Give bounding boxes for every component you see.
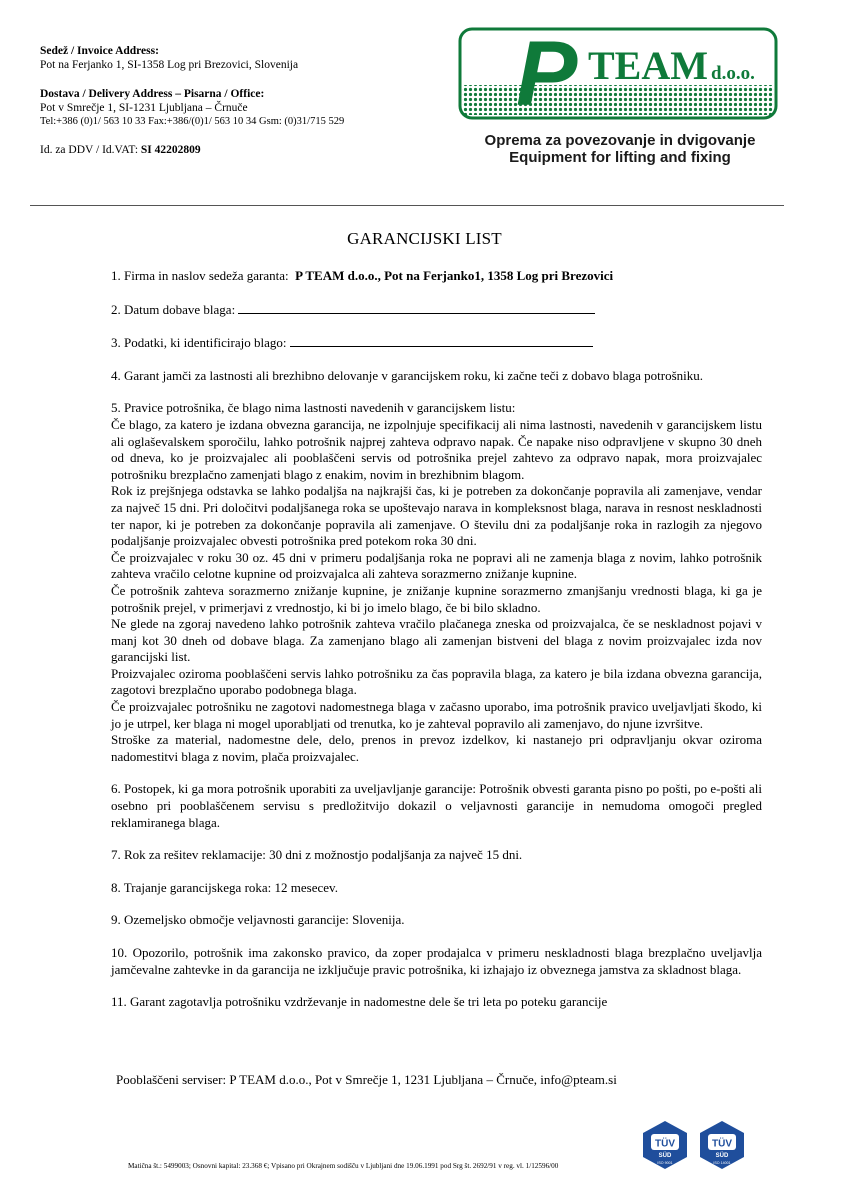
delivery-address: Pot v Smrečje 1, SI-1231 Ljubljana – Črnuče [40,102,248,114]
item-5-paragraph: Ne glede na zgoraj navedeno lahko potrošnik zahteva vračilo plačanega zneska od proizvajalca, če se neskladnost pojavi v manj kot 30 dneh od dobave blaga. Za zamenjano blago ali zamenjan bistveni del blaga z novim proizvajalec izda nov garancijski list. [111,616,762,665]
item-2 [111,301,762,319]
tuv-badge-cert: ISO 9001 [657,1161,673,1165]
tuv-badge-icon [640,1120,690,1170]
item-5-paragraph: Stroške za material, nadomestne dele, delo, prenos in prevoz izdelkov, ki nastanejo pri odpravljanju okvar oziroma nadomestitvi blaga z novim, plača proizvajalec. [111,732,762,764]
vat-block [40,143,201,157]
item-5-paragraph: Če proizvajalec potrošniku ne zagotovi nadomestnega blaga v začasno uporabo, ima potrošnik pravico uveljavljati škodo, ki jo je utrpel, ker blaga ni mogel uporabljati od trenutka, ko je zahteval popravilo ali zamenjavo, do njune izvršitve. [111,699,762,731]
logo-team-name: TEAM [588,43,708,88]
item-10: 10. Opozorilo, potrošnik ima zakonsko pravico, da zoper prodajalca v primeru neskladnosti blaga brezplačno uveljavlja jamčevalne zahtevke in da garancija ne izključuje pravic potrošnika, ki izhajajo iz obveznega jamstva za skladnost blaga. [111,945,762,977]
item-6: 6. Postopek, ki ga mora potrošnik uporabiti za uveljavljanje garancije: Potrošnik obvesti garanta pisno po pošti, po e-pošti ali osebno pri pooblaščenem servisu s predložitvijo dokazil o veljavnosti garancije in nemudoma omogoči pregled reklamiranega blaga. [111,781,762,830]
item-5-paragraph: Proizvajalec oziroma pooblaščeni servis lahko potrošniku za čas popravila blaga, za katero je bila izdana obvezna garancija, zagotovi brezplačno uporabo podobnega blaga. [111,665,762,698]
delivery-address-block [40,87,344,129]
tuv-badge-sub: SÜD [715,1153,729,1159]
invoice-address-block [40,44,298,72]
item-7: 7. Rok za rešitev reklamacije: 30 dni z možnostjo podaljšanja za največ 15 dni. [111,847,523,863]
item-1-value: P TEAM d.o.o., Pot na Ferjanko1, 1358 Log pri Brezovici [295,268,614,283]
logo-p-letter: P [516,27,578,125]
delivery-date-line [238,301,595,314]
logo-suffix: d.o.o. [711,63,755,84]
item-4: 4. Garant jamči za lastnosti ali brezhibno delovanje v garancijskem roku, ki začne teči z dobavo blaga potrošniku. [111,367,704,383]
logo-dot-band [462,85,774,115]
phone-numbers: Tel:+386 (0)1/ 563 10 33 Fax:+386/(0)1/ 563 10 34 Gsm: (0)31/715 529 [40,116,345,127]
logo-tagline-si: Oprema za povezovanje in dvigovanje [484,132,756,149]
page-title: GARANCIJSKI LIST [347,229,502,248]
item-5-paragraph: Rok iz prejšnjega odstavka se lahko podaljša na najkrajši čas, ki je potreben za dokončanje popravila ali zamenjave, vendar za največ 15 dni. Pri določitvi podaljšanega roka se upoštevajo narava in kompleksnost blaga, narava in resnost neskladnosti ter napor, ki je potreben za dokončanje popravila ali zamenjave. O številu dni za podaljšanje roka in razlogih za njegovo podaljšanje proizvajalec obvesti potrošnika pred potekom roka 30 dni. [111,483,762,549]
company-registration-footer: Matična št.: 5499003; Osnovni kapital: 23.368 €; Vpisano pri Okrajnem sodišču v Ljubljani dne 19.06.1991 pod Srg št. 2692/91 v reg. vl. 1/12596/00 [128,1162,559,1170]
tuv-badge-text: TÜV [655,1138,675,1150]
item-5-heading: 5. Pravice potrošnika, če blago nima lastnosti navedenih v garancijskem listu: [111,400,516,416]
item-11: 11. Garant zagotavlja potrošniku vzdrževanje in nadomestne dele še tri leta po poteku garancije [111,994,608,1010]
item-1-label: 1. Firma in naslov sedeža garanta: [111,268,289,283]
item-3 [111,334,762,352]
warranty-content [111,268,762,1011]
item-1 [111,268,762,285]
item-2-label: 2. Datum dobave blaga: [111,301,236,317]
item-5-paragraph: Če proizvajalec v roku 30 oz. 45 dni v primeru podaljšanja roka ne popravi ali ne zamenja blaga z novim, lahko potrošnik zahteva vračilo celotne kupnine od proizvajalca ali zahteva sorazmerno znižanje kupnine. [111,549,762,582]
logo-tagline-en: Equipment for lifting and fixing [509,149,731,166]
tuv-badge-cert: ISO 14001 [713,1161,731,1165]
tuv-badge-sub: SÜD [658,1153,672,1159]
invoice-address: Pot na Ferjanko 1, SI-1358 Log pri Brezovici, Slovenija [40,59,299,71]
invoice-label: Sedež / Invoice Address: [40,45,159,57]
item-8: 8. Trajanje garancijskega roka: 12 mesecev. [111,879,338,895]
authorized-service: Pooblaščeni serviser: P TEAM d.o.o., Pot v Smrečje 1, 1231 Ljubljana – Črnuče, info@pteam.si [116,1072,617,1087]
vat-value: SI 42202809 [140,144,201,156]
delivery-label: Dostava / Delivery Address – Pisarna / Office: [40,88,265,100]
vat-label: Id. za DDV / Id.VAT: [40,144,139,156]
item-5-paragraph: Če potrošnik zahteva sorazmerno znižanje kupnine, je znižanje kupnine sorazmerno zmanjšanju vrednosti blaga, ki ga je potrošnik prejel, v primerjavi z vrednostjo, ki bi jo imelo blago, če bi bilo skladno. [111,582,762,615]
tuv-badge-icon [697,1120,747,1170]
item-9: 9. Ozemeljsko območje veljavnosti garancije: Slovenija. [111,912,405,928]
goods-identification-line [290,334,593,347]
item-5-paragraph: Če blago, za katero je izdana obvezna garancija, ne izpolnjuje specifikacij ali nima lastnosti, navedenih v garancijskem listu ali oglaševalskem sporočilu, lahko potrošnik najprej zahteva odpravo napak. Če napake niso odpravljene v skupno 30 dneh od dneva, ko je proizvajalec ali pooblaščeni servis od potrošnika prejel zahtevo za odpravo napak, mora proizvajalec potrošniku brezplačno zamenjati blago z enakim, novim in brezhibnim blagom. [111,416,762,482]
item-3-label: 3. Podatki, ki identificirajo blago: [111,335,287,351]
header-divider [30,205,784,206]
tuv-badge-text: TÜV [712,1138,732,1150]
